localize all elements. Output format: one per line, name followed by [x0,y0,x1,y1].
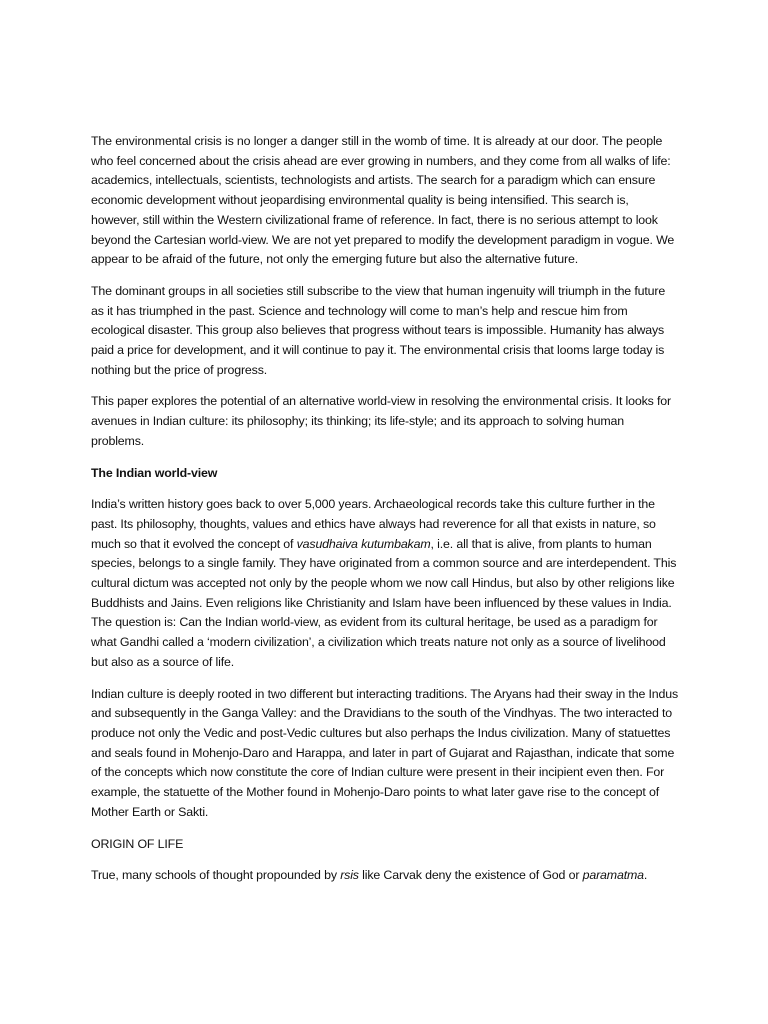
text-segment: India’s written history goes back to over 5,000 years. Archaeological records take this culture further in the past. Its philosophy, thoughts, values and ethics have always had reverence for all that exists in nature, so much so that it evolved the concept of [91,497,656,551]
paragraph-dominant-groups: The dominant groups in all societies still subscribe to the view that human ingenuity will triumph in the future as it has triumphed in the past. Science and technology will come to man’s help and rescue him from ecological disaster. This group also believes that progress without tears is impossible. Humanity has always paid a price for development, and it will continue to pay it. The environmental crisis that looms large today is nothing but the price of progress. [91,283,666,377]
paragraph-schools-of-thought [91,866,679,886]
paragraph-paper-scope: This paper explores the potential of an alternative world-view in resolving the environmental crisis. It looks for avenues in Indian culture: its philosophy; its thinking; its life-style; and its approach to solving human problems. [91,394,672,448]
text-segment: , i.e. all that is alive, from plants to human species, belongs to a single family. They have originated from a common source and are interdependent. This cultural dictum was accepted not only by the people whom we now call Hindus, but also by other religions like Buddhists and Jains. Even religions like Christianity and Islam have been influenced by these values in India. The question is: Can the Indian world-view, as evident from its cultural heritage, be used as a paradigm for what Gandhi called a ‘modern civilization’, a civilization which treats nature not only as a source of livelihood but also as a source of life. [91,536,677,669]
italic-term: vasudhaiva kutumbakam [296,536,431,551]
document-page [91,132,679,898]
paragraph-intro: The environmental crisis is no longer a danger still in the womb of time. It is already at our door. The people who feel concerned about the crisis ahead are ever growing in numbers, and they come from all walks of life: academics, intellectuals, scientists, technologists and artists. The search for a paradigm which can ensure economic development without jeopardising environmental quality is being intensified. This search is, however, still within the Western civilizational frame of reference. In fact, there is no serious attempt to look beyond the Cartesian world-view. We are not yet prepared to modify the development paradigm in vogue. We appear to be afraid of the future, not only the emerging future but also the alternative future. [91,134,675,267]
italic-term: rsis [340,868,359,883]
section-heading-indian-world-view: The Indian world-view [91,465,218,480]
paragraph-indian-culture-traditions: Indian culture is deeply rooted in two different but interacting traditions. The Aryans had their sway in the Indus and subsequently in the Ganga Valley: and the Dravidians to the south of the Vindhyas. The two interacted to produce not only the Vedic and post-Vedic cultures but also perhaps the Indus civilization. Many of statuettes and seals found in Mohenjo-Daro and Harappa, and later in part of Gujarat and Rajasthan, indicate that some of the concepts which now constitute the core of Indian culture were present in their incipient even then. For example, the statuette of the Mother found in Mohenjo-Daro points to what later gave rise to the concept of Mother Earth or Sakti. [91,686,679,819]
italic-term: paramatma [582,868,644,883]
text-segment: like Carvak deny the existence of God or [358,868,583,883]
paragraph-indian-history [91,495,679,672]
text-segment: . [643,868,648,883]
text-segment: True, many schools of thought propounded by [91,868,341,883]
section-heading-origin-of-life: ORIGIN OF LIFE [91,836,184,851]
